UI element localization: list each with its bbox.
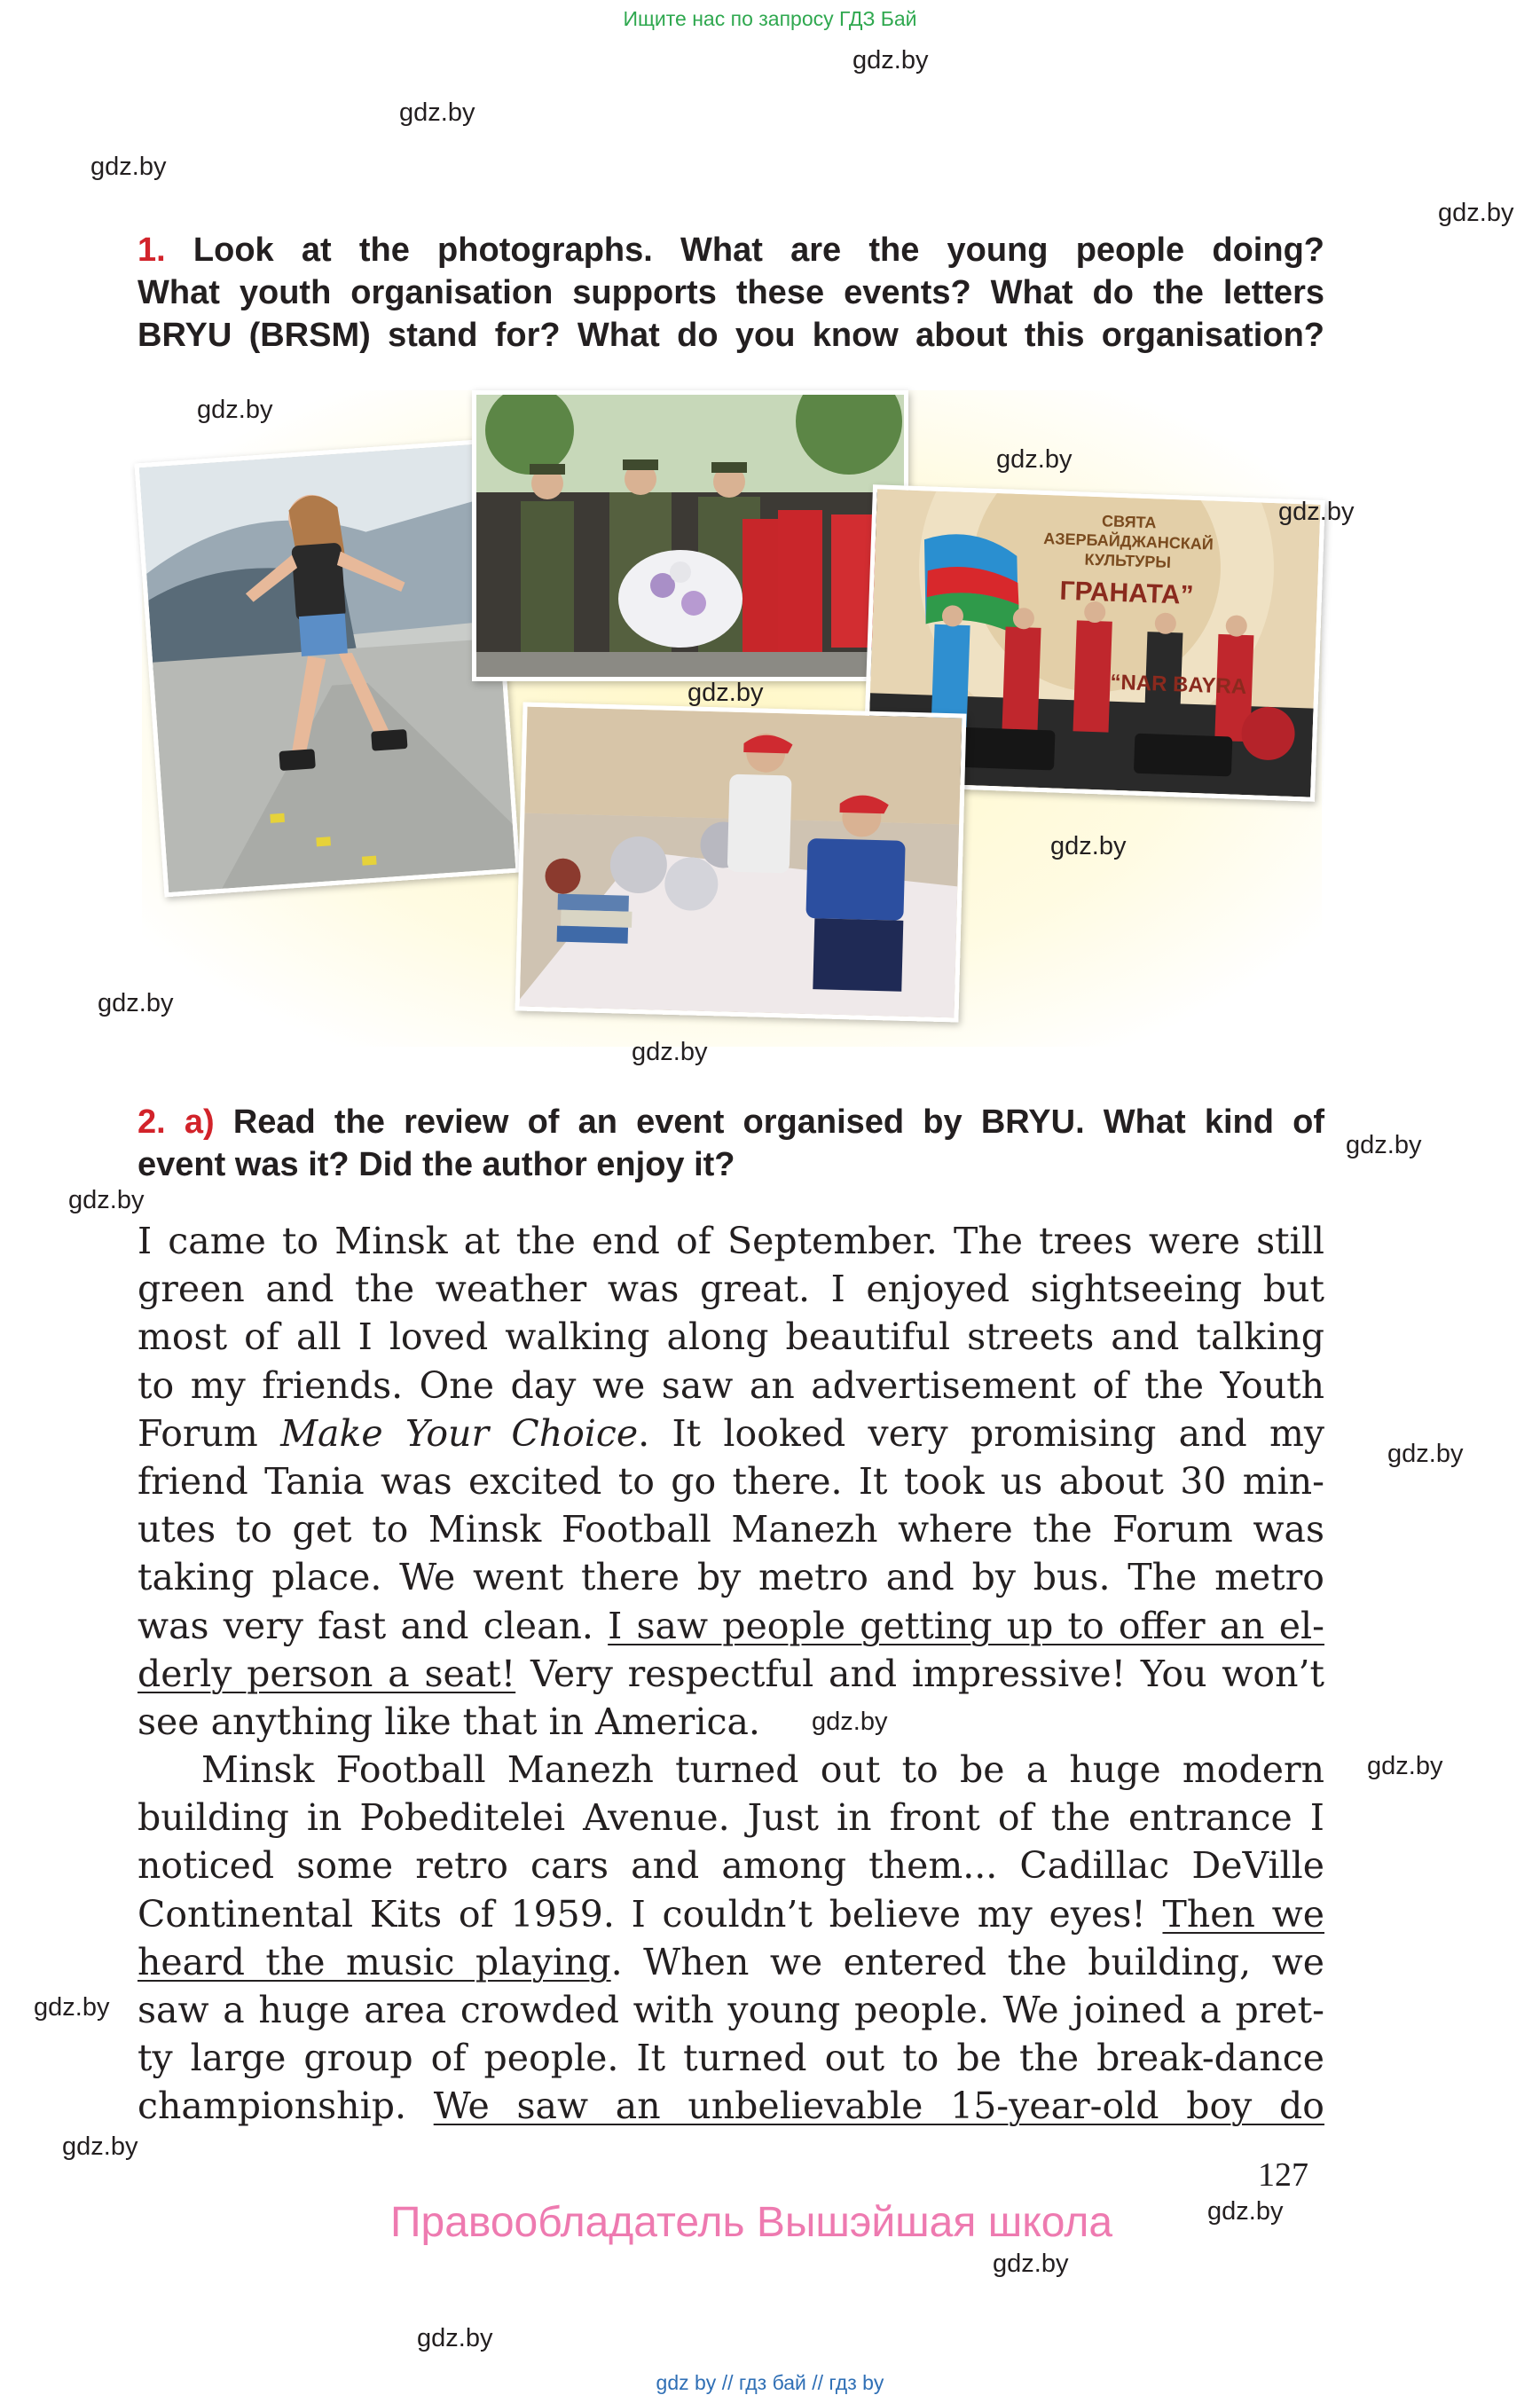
photo-parade-with-flowers — [472, 390, 908, 681]
bottom-site-links[interactable]: gdz by // гдз бай // гдз by — [656, 2371, 884, 2394]
watermark: gdz.by — [852, 46, 929, 75]
task-number: 1. — [138, 232, 166, 269]
watermark: gdz.by — [1387, 1440, 1464, 1468]
watermark: gdz.by — [993, 2250, 1069, 2278]
watermark: gdz.by — [417, 2324, 493, 2352]
task-subletter: a) — [184, 1103, 215, 1141]
watermark: gdz.by — [688, 679, 764, 707]
underlined-phrase: We saw an unbelievable 15-year-old boy do — [433, 2085, 1324, 2128]
underlined-phrase: derly person a seat! — [138, 1652, 516, 1695]
watermark: gdz.by — [1346, 1131, 1422, 1159]
top-banner[interactable]: Ищите нас по запросу ГДЗ Бай — [623, 7, 917, 30]
task-1-instruction: 1. Look at the photographs. What are the young people doing? What youth organisation supports these events? What do the letters BRYU (BRSM) stand for? What do you know about this organisation? — [138, 232, 1324, 354]
festival-sign-line: “NAR BAYRA — [1109, 670, 1247, 700]
watermark: gdz.by — [1367, 1752, 1443, 1780]
task-number: 2. — [138, 1103, 166, 1141]
watermark: gdz.by — [98, 989, 174, 1017]
watermark: gdz.by — [90, 153, 167, 181]
underlined-phrase: heard the music playing — [138, 1940, 611, 1983]
watermark: gdz.by — [34, 1993, 110, 2022]
photo-rollerblading-girl — [134, 439, 520, 898]
page-number: 127 — [1258, 2156, 1308, 2194]
watermark: gdz.by — [632, 1038, 708, 1066]
watermark: gdz.by — [68, 1186, 145, 1214]
watermark: gdz.by — [62, 2132, 138, 2161]
review-text: I came to Minsk at the end of September. The trees were still green and the weather was great. I enjoyed sightseeing but most of all I loved walking along beautiful streets and talking to my friends. One day we saw an advertisement of the Youth Forum Make Your Choice. It looked very promising and my friend Tania was excited to go there. It took us about 30 min- utes to get to Minsk Football Manezh where the Forum was taking place. We went there by metro and by bus. The metro was very fast and clean. I saw people getting up to offer an el- derly person a seat! Very respectful and impressive! You won’t see anything like that in America. Minsk Football Manezh turned out to be a huge modern building in Pobeditelei Avenue. Just in front of the entrance I noticed some retro cars and among them... Cadillac DeVille Continental Kits of 1959. I couldn’t believe my eyes! Then we heard the music playing. When we entered the building, we saw a huge area crowded with young people. We joined a pret- ty large group of people. It turned out to be the break-dance championship. We saw an unbelievable 15-year-old boy do — [138, 1220, 1325, 2128]
task-2-instruction: 2. a) Read the review of an event organised by BRYU. What kind of event was it? Did the author enjoy it? — [138, 1103, 1324, 1183]
watermark: gdz.by — [996, 445, 1072, 474]
underlined-phrase: I saw people getting up to offer an el- — [608, 1604, 1324, 1647]
festival-sign-line: КУЛЬТУРЫ — [1084, 550, 1172, 571]
watermark: gdz.by — [197, 396, 273, 424]
watermark: gdz.by — [812, 1708, 888, 1736]
watermark: gdz.by — [1207, 2197, 1284, 2226]
watermark: gdz.by — [399, 98, 475, 127]
festival-sign-line: АЗЕРБАЙДЖАНСКАЙ — [1042, 529, 1214, 554]
festival-sign-line: ГРАНАТА” — [1058, 576, 1194, 610]
watermark: gdz.by — [1278, 498, 1355, 526]
festival-sign-line: СВЯТА — [1101, 512, 1157, 532]
forum-title: Make Your Choice — [280, 1411, 639, 1455]
photo-volunteers-packing-gifts — [515, 703, 967, 1023]
watermark: gdz.by — [1050, 832, 1127, 860]
watermark: gdz.by — [1438, 199, 1514, 227]
underlined-phrase: Then we — [1162, 1892, 1325, 1936]
copyright-owner: Правообладатель Вышэйшая школа — [390, 2199, 1113, 2246]
